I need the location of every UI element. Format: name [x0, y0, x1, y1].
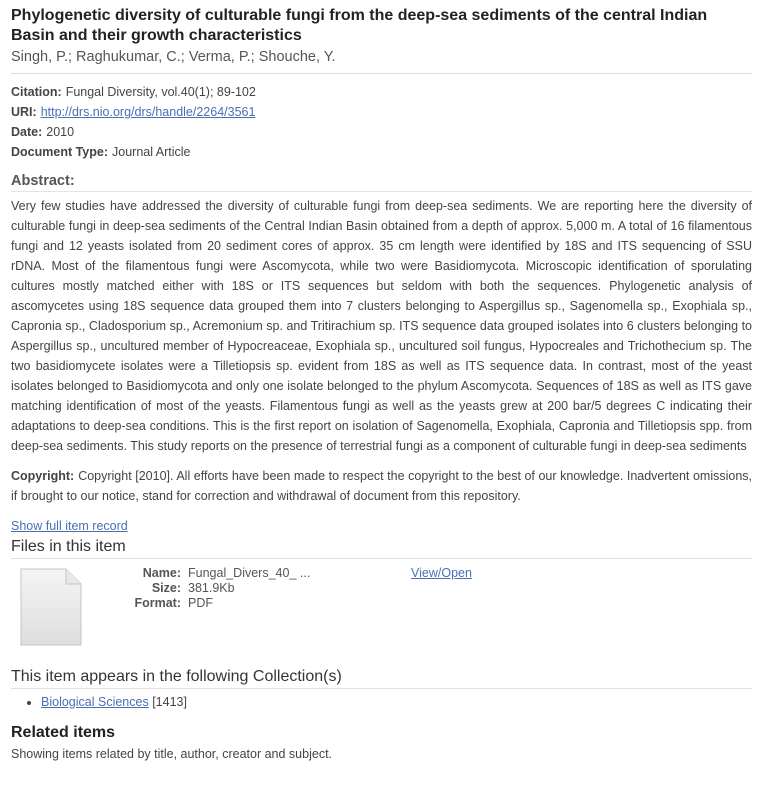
item-title: Phylogenetic diversity of culturable fungi from the deep-sea sediments of the central Indian Basin and their growth characteristics — [11, 7, 708, 44]
citation-field — [11, 82, 752, 102]
file-name-label: Name: — [142, 566, 181, 580]
file-entry — [11, 566, 752, 666]
document-type-field — [11, 142, 752, 162]
document-type-label: Document Type: — [11, 145, 108, 159]
files-heading: Files in this item — [11, 538, 126, 555]
uri-link[interactable]: http://drs.nio.org/drs/handle/2264/3561 — [40, 105, 256, 119]
file-metadata — [125, 566, 310, 611]
copyright-text: Copyright [2010]. All efforts have been made to respect the copyright to the best of our knowledge. Inadvertent omissions, if brought to our notice, stand for correction and withdrawal of document from this repository. — [11, 469, 752, 503]
file-format-row — [125, 596, 310, 611]
file-size-label: Size: — [151, 581, 181, 595]
title-divider — [11, 73, 752, 74]
files-divider — [11, 558, 752, 559]
citation-value: Fungal Diversity, vol.40(1); 89-102 — [65, 85, 256, 99]
collection-count: [1413] — [152, 695, 187, 709]
uri-field — [11, 102, 752, 122]
citation-label: Citation: — [11, 85, 62, 99]
file-size-row — [125, 581, 310, 596]
file-format-value: PDF — [188, 596, 213, 610]
collection-link[interactable]: Biological Sciences — [41, 695, 149, 709]
abstract-divider — [11, 191, 752, 192]
copyright-label: Copyright: — [11, 469, 75, 483]
file-name-value: Fungal_Divers_40_ ... — [188, 566, 311, 580]
list-item — [41, 693, 752, 711]
date-value: 2010 — [46, 125, 75, 139]
document-icon[interactable] — [20, 568, 82, 646]
uri-label: URI: — [11, 105, 37, 119]
collections-divider — [11, 688, 752, 689]
item-authors: Singh, P.; Raghukumar, C.; Verma, P.; Shouche, Y. — [11, 49, 336, 65]
file-size-value: 381.9Kb — [188, 581, 235, 595]
file-name-row — [125, 566, 310, 581]
view-open-link[interactable]: View/Open — [411, 566, 472, 580]
collections-list — [11, 693, 752, 711]
abstract-heading: Abstract: — [11, 173, 75, 189]
document-type-value: Journal Article — [112, 145, 191, 159]
file-format-label: Format: — [134, 596, 181, 610]
date-label: Date: — [11, 125, 43, 139]
related-items-note: Showing items related by title, author, creator and subject. — [11, 747, 333, 761]
date-field — [11, 122, 752, 142]
abstract-text: Very few studies have addressed the diversity of culturable fungi from deep-sea sediments. We are reporting here the diversity of culturable fungi in deep-sea sediments of the Central Indian Basin obtained from a depth of approx. 5,000 m. A total of 16 filamentous fungi and 12 yeasts isolated from 20 sediment cores of approx. 35 cm length were identified by 18S and ITS sequencing of SSU rDNA. Most of the filamentous fungi were Ascomycota, while two were Basidiomycota. Microscopic identification of sporulating cultures mostly matched either with 18S or ITS sequences but seldom with both the sequences. Phylogenetic analysis of ascomycetes using 18S sequence data grouped them into 7 clusters belonging to Aspergillus sp., Sagenomella sp., Exophiala sp., Capronia sp., Cladosporium sp., Acremonium sp. and Tritirachium sp. ITS sequence data grouped isolates into 6 clusters belonging to Aspergillus sp., uncultured member of Hypocreaceae, Exophiala sp., uncultured soil fungus, Hypocreales and Trichothecium sp. The two basidiomycete isolates were a Tilletiopsis sp. evident from 18S as well as ITS sequence data. In contrast, most of the yeast isolates belonged to Basidiomycota and only one isolate belonged to the phylum Ascomycota. Sequences of 18S as well as ITS gave matching identification of most of the yeasts. Filamentous fungi as well as the yeasts grew at 200 bar/5 degrees C indicating their adaptations to deep-sea conditions. This is the first report on isolation of Sagenomella, Exophiala, Capronia and Tilletiopsis spp. from deep-sea sediments. This study reports on the presence of terrestrial fungi as a component of culturable fungi in deep-sea sediments — [11, 199, 752, 453]
collections-heading: This item appears in the following Collection(s) — [11, 668, 342, 685]
show-full-record-link[interactable]: Show full item record — [11, 519, 128, 533]
copyright-field — [11, 466, 752, 506]
related-items-heading: Related items — [11, 724, 116, 741]
